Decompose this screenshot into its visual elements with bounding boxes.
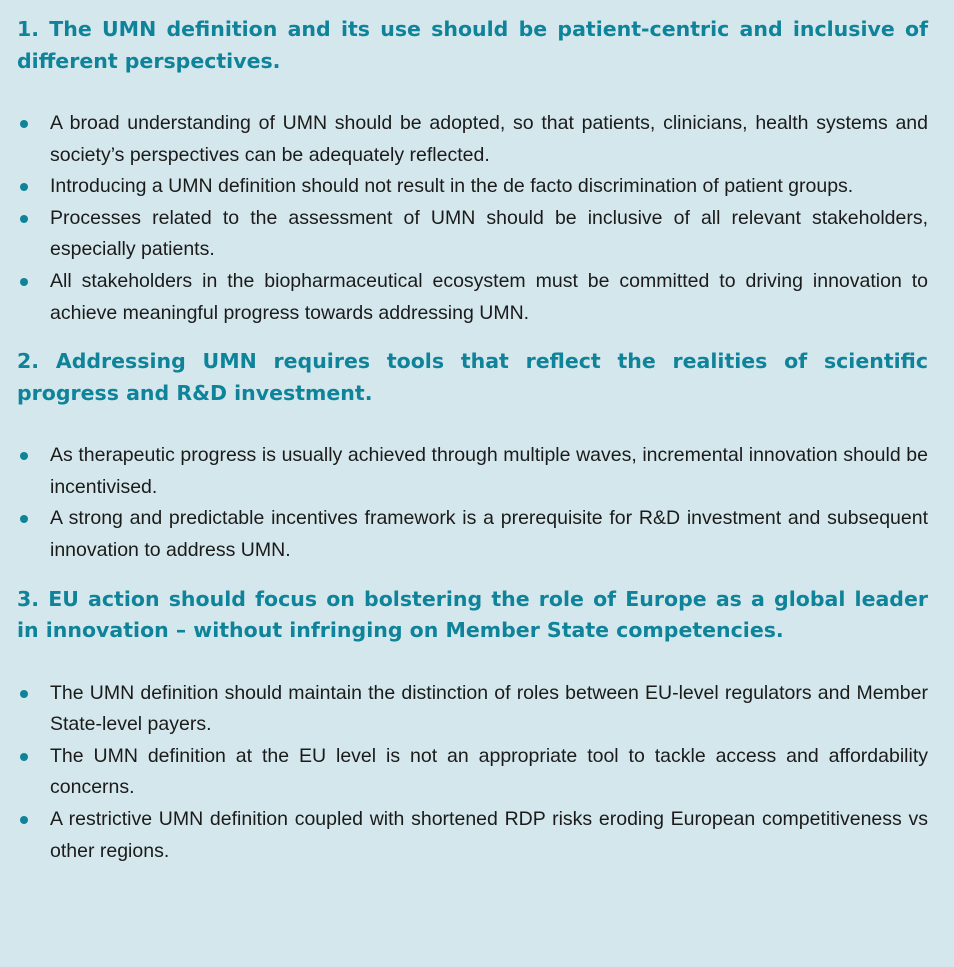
list-item xyxy=(17,203,928,266)
list-item-text: All stakeholders in the biopharmaceutical ecosystem must be committed to driving innovation to achieve meaningful progress towards addressing UMN. xyxy=(50,269,928,324)
list-item xyxy=(17,108,928,171)
bullet-icon xyxy=(20,690,28,698)
list-item xyxy=(17,804,928,867)
bullet-icon xyxy=(20,278,28,286)
list-item-text: Introducing a UMN definition should not result in the de facto discrimination of patient groups. xyxy=(50,175,854,198)
list-item xyxy=(17,266,928,329)
list-item xyxy=(17,503,928,566)
bullet-list xyxy=(17,440,928,566)
section-2 xyxy=(17,346,928,566)
bullet-list xyxy=(17,678,928,868)
bullet-icon xyxy=(20,120,28,128)
list-item-text: Processes related to the assessment of UMN should be inclusive of all relevant stakeholders, especially patients. xyxy=(50,206,928,261)
list-item-text: A restrictive UMN definition coupled with shortened RDP risks eroding European competitiveness vs other regions. xyxy=(50,807,928,862)
list-item-text: The UMN definition should maintain the distinction of roles between EU-level regulators and Member State-level payers. xyxy=(50,681,928,736)
section-1 xyxy=(17,14,928,329)
bullet-icon xyxy=(20,183,28,191)
bullet-icon xyxy=(20,816,28,824)
list-item-text: A strong and predictable incentives framework is a prerequisite for R&D investment and subsequent innovation to address UMN. xyxy=(50,507,928,561)
bullet-icon xyxy=(20,515,28,523)
section-heading: 3. EU action should focus on bolstering the role of Europe as a global leader in innovation – without infringing on Member State competencies. xyxy=(17,586,928,643)
list-item-text: A broad understanding of UMN should be adopted, so that patients, clinicians, health systems and society’s perspectives can be adequately reflected. xyxy=(50,112,928,166)
list-item-text: As therapeutic progress is usually achieved through multiple waves, incremental innovation should be incentivised. xyxy=(50,444,928,498)
section-heading: 2. Addressing UMN requires tools that reflect the realities of scientific progress and R&D investment. xyxy=(17,349,928,405)
list-item-text: The UMN definition at the EU level is not an appropriate tool to tackle access and affordability concerns. xyxy=(50,744,928,799)
bullet-icon xyxy=(20,753,28,761)
list-item xyxy=(17,171,928,203)
list-item xyxy=(17,678,928,741)
section-heading: 1. The UMN definition and its use should be patient-centric and inclusive of different perspectives. xyxy=(17,17,928,73)
bullet-list xyxy=(17,108,928,329)
section-3 xyxy=(17,584,928,868)
bullet-icon xyxy=(20,452,28,460)
list-item xyxy=(17,440,928,503)
bullet-icon xyxy=(20,215,28,223)
list-item xyxy=(17,741,928,804)
